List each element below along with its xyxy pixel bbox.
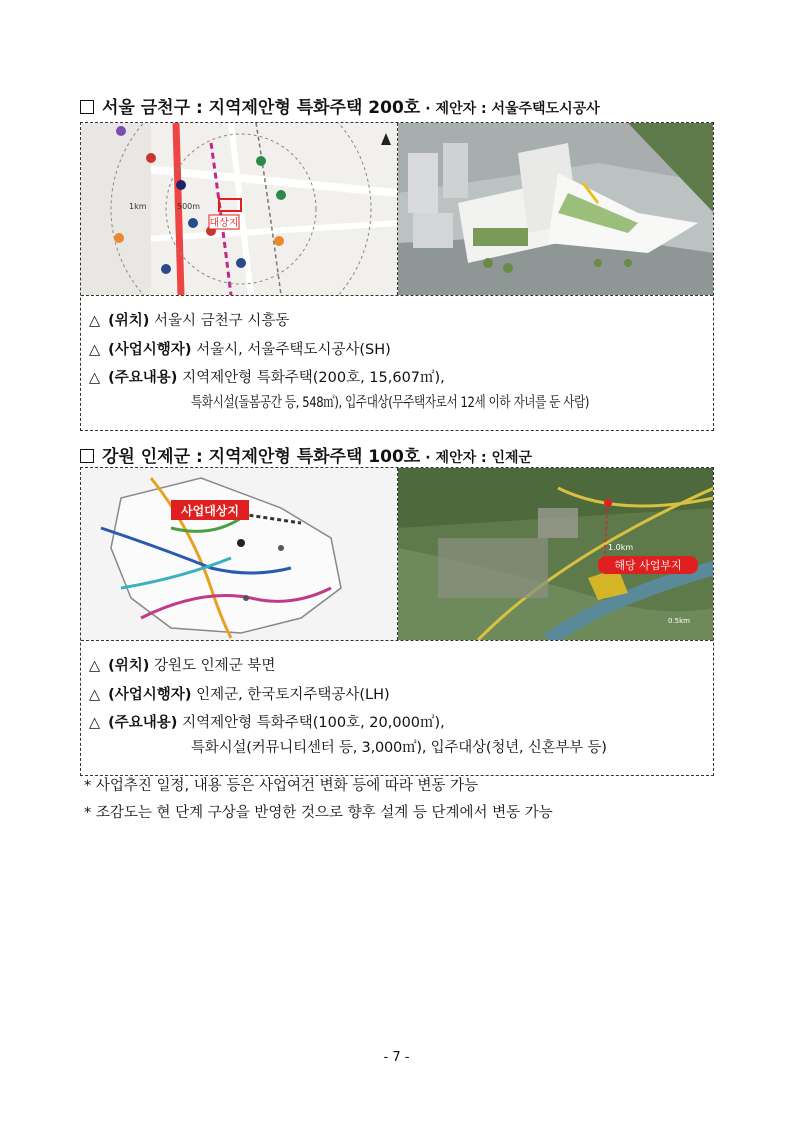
page-number: - 7 - bbox=[383, 1050, 410, 1065]
section1-title: 서울 금천구 : 지역제안형 특화주택 200호 bbox=[102, 98, 421, 118]
checkbox-square-icon bbox=[80, 449, 94, 463]
location-value: 서울시 금천구 시흥동 bbox=[154, 313, 290, 329]
triangle-bullet-icon: △ bbox=[89, 313, 101, 329]
triangle-bullet-icon: △ bbox=[89, 658, 101, 674]
distance-1km-label: 1km bbox=[129, 202, 147, 211]
inje-aerial-photo bbox=[397, 468, 714, 640]
note-schedule: * 사업추진 일정, 내용 등은 사업여건 변화 등에 따라 변동 가능 bbox=[84, 778, 479, 794]
content-value-line2: 특화시설(돌봄공간 등, 548㎡), 입주대상(무주택자로서 12세 이하 자녀를 둔 사람) bbox=[191, 394, 590, 411]
section1-content-row bbox=[89, 371, 713, 386]
operator-label: (사업시행자) bbox=[108, 686, 192, 703]
triangle-bullet-icon: △ bbox=[89, 715, 101, 731]
location-label: (위치) bbox=[108, 658, 150, 674]
section2-proposer: 제안자 : 인제군 bbox=[435, 450, 533, 466]
project-site-label: 사업대상지 bbox=[181, 504, 239, 518]
location-value: 강원도 인제군 북면 bbox=[154, 658, 276, 674]
section2-title: 강원 인제군 : 지역제안형 특화주택 100호 bbox=[102, 447, 421, 467]
bullet-dot: · bbox=[425, 101, 431, 117]
bullet-dot: · bbox=[425, 450, 431, 466]
section1-panel bbox=[80, 122, 714, 431]
triangle-bullet-icon: △ bbox=[89, 686, 101, 703]
note-rendering: * 조감도는 현 단계 구상을 반영한 것으로 향후 설계 등 단계에서 변동 가능 bbox=[84, 805, 553, 821]
location-label: (위치) bbox=[108, 313, 150, 329]
content-label: (주요내용) bbox=[108, 370, 178, 386]
section2-content-row-cont bbox=[89, 741, 713, 756]
content-value-line1: 지역제안형 특화주택(100호, 20,000㎡), bbox=[182, 715, 445, 731]
section1-heading bbox=[80, 93, 600, 118]
section2-images bbox=[81, 468, 713, 641]
section1-location-row bbox=[89, 314, 713, 329]
section2-operator-row bbox=[89, 688, 713, 703]
geumcheon-aerial-rendering bbox=[397, 123, 714, 295]
triangle-bullet-icon: △ bbox=[89, 370, 101, 386]
inje-region-map bbox=[81, 468, 397, 640]
operator-value: 인제군, 한국토지주택공사(LH) bbox=[196, 686, 390, 703]
content-label: (주요내용) bbox=[108, 715, 178, 731]
section2-info bbox=[81, 641, 713, 775]
section2-panel bbox=[80, 467, 714, 776]
operator-value: 서울시, 서울주택도시공사(SH) bbox=[196, 341, 391, 358]
section1-info bbox=[81, 296, 713, 430]
section2-heading bbox=[80, 442, 532, 467]
section1-proposer: 제안자 : 서울주택도시공사 bbox=[435, 101, 600, 117]
distance-500m-label: 500m bbox=[177, 202, 201, 211]
content-value-line1: 지역제안형 특화주택(200호, 15,607㎡), bbox=[182, 370, 445, 386]
distance-label: 1.0km bbox=[607, 543, 633, 552]
triangle-bullet-icon: △ bbox=[89, 341, 101, 358]
section1-images bbox=[81, 123, 713, 296]
content-value-line2: 특화시설(커뮤니티센터 등, 3,000㎡), 입주대상(청년, 신혼부부 등) bbox=[191, 739, 607, 756]
operator-label: (사업시행자) bbox=[108, 341, 192, 358]
section1-content-row-cont bbox=[89, 396, 713, 411]
target-site-label: 대상지 bbox=[209, 218, 239, 229]
distance-label-2: 0.5km bbox=[667, 617, 690, 625]
section1-operator-row bbox=[89, 343, 713, 358]
checkbox-square-icon bbox=[80, 100, 94, 114]
geumcheon-location-map bbox=[81, 123, 397, 295]
site-parcel-label: 해당 사업부지 bbox=[613, 559, 682, 572]
section2-location-row bbox=[89, 659, 713, 674]
section2-content-row bbox=[89, 716, 713, 731]
